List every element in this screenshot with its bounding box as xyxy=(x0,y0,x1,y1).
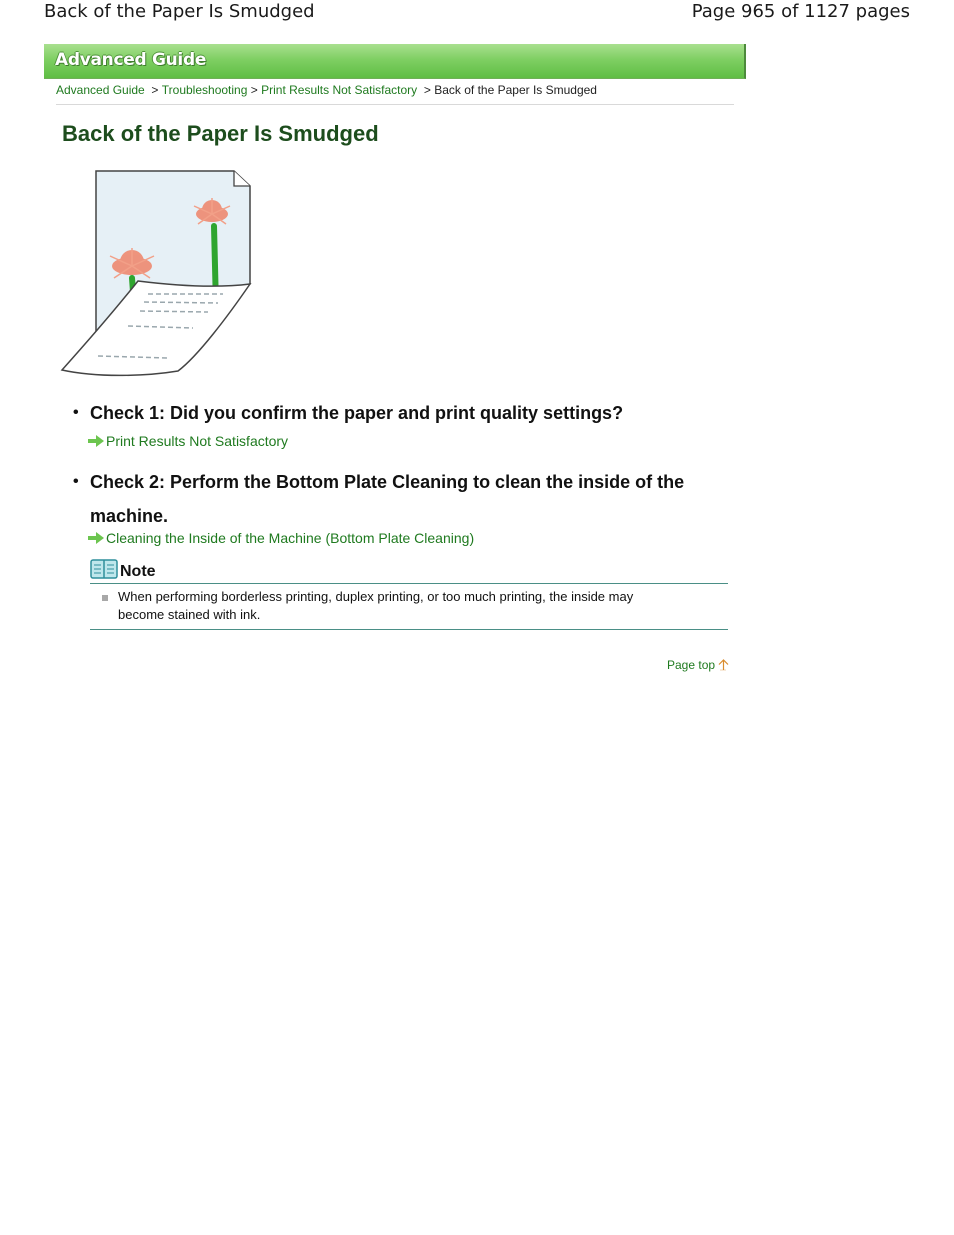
arrow-right-icon xyxy=(88,435,104,447)
note-text-line: When performing borderless printing, duplex printing, or too much printing, the inside may xyxy=(118,589,634,604)
breadcrumb-current: Back of the Paper Is Smudged xyxy=(434,83,597,97)
square-bullet-icon xyxy=(102,595,108,601)
bottom-plate-cleaning-link[interactable]: Cleaning the Inside of the Machine (Bottom Plate Cleaning) xyxy=(106,530,475,546)
pdf-header xyxy=(0,0,954,24)
check-1-heading: • Check 1: Did you confirm the paper and print quality settings? xyxy=(90,396,730,430)
bullet-icon: • xyxy=(73,404,79,421)
breadcrumb-divider xyxy=(56,104,734,105)
breadcrumb-advanced-guide[interactable]: Advanced Guide xyxy=(56,83,145,97)
breadcrumb xyxy=(56,83,734,97)
note-label: Note xyxy=(120,563,156,580)
banner-title: Advanced Guide xyxy=(55,50,207,70)
note-text-line: become stained with ink. xyxy=(118,607,261,622)
note-divider xyxy=(90,629,728,630)
arrow-up-icon xyxy=(718,659,729,671)
page-top-label: Page top xyxy=(667,658,716,672)
page-top-link[interactable] xyxy=(667,658,729,672)
breadcrumb-print-results[interactable]: Print Results Not Satisfactory xyxy=(261,83,418,97)
breadcrumb-troubleshooting[interactable]: Troubleshooting xyxy=(161,83,248,97)
arrow-right-icon xyxy=(88,532,104,544)
advanced-guide-banner xyxy=(44,44,746,79)
document-title: Back of the Paper Is Smudged xyxy=(44,1,315,22)
note-item xyxy=(90,588,728,624)
note-header xyxy=(90,557,728,584)
breadcrumb-separator: > xyxy=(250,83,258,97)
book-icon xyxy=(90,558,118,580)
bullet-icon: • xyxy=(73,473,79,490)
check-1-link-row xyxy=(88,433,288,449)
print-results-link[interactable]: Print Results Not Satisfactory xyxy=(106,433,289,449)
page-indicator: Page 965 of 1127 pages xyxy=(691,1,910,22)
breadcrumb-separator: > xyxy=(151,83,159,97)
page-title: Back of the Paper Is Smudged xyxy=(62,121,379,146)
check-2-link-row xyxy=(88,530,474,546)
check-2-heading: • Check 2: Perform the Bottom Plate Cleaning to clean the inside of the machine. xyxy=(90,465,730,533)
breadcrumb-separator: > xyxy=(423,83,431,97)
smudged-paper-illustration xyxy=(58,166,258,389)
